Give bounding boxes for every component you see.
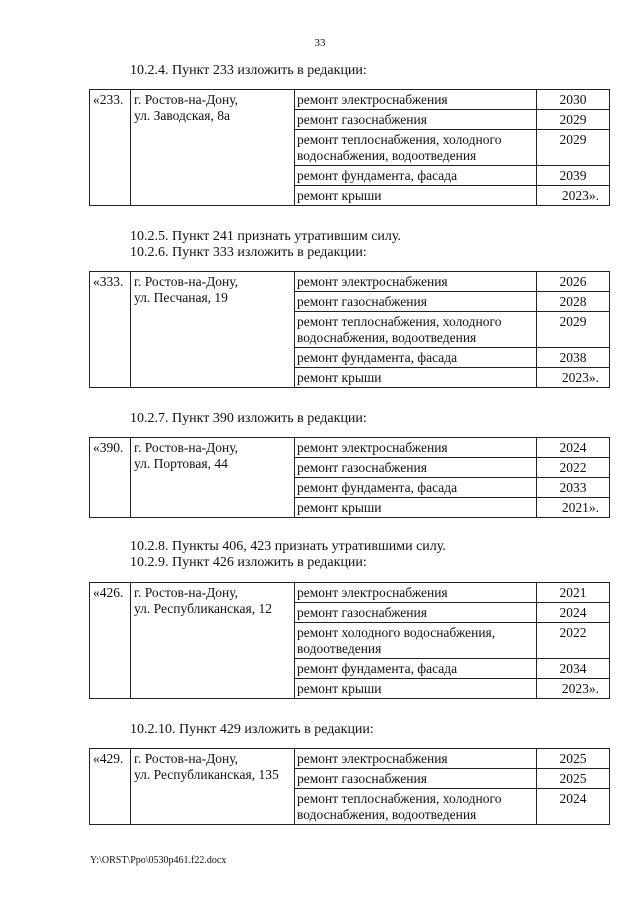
work-type-cell: ремонт теплоснабжения, холодного водоснабжения, водоотведения [295,312,537,348]
year-cell: 2030 [537,90,610,110]
year-cell: 2022 [537,458,610,478]
year-cell: 2029 [537,110,610,130]
table-item-426 [89,582,610,699]
year-cell: 2025 [537,769,610,789]
item-number: «233. [90,90,131,206]
year-cell: 2038 [537,348,610,368]
address-street: ул. Песчаная, 19 [134,290,228,305]
paragraph-10-2-10: 10.2.10. Пункт 429 изложить в редакции: [130,722,374,737]
table-row [90,583,610,603]
year-cell: 2033 [537,478,610,498]
year-cell: 2023». [537,186,610,206]
work-type-cell: ремонт холодного водоснабжения, водоотведения [295,623,537,659]
address-cell [131,90,295,206]
paragraph-10-2-9: 10.2.9. Пункт 426 изложить в редакции: [130,555,367,570]
year-cell: 2029 [537,312,610,348]
table-item-233 [89,89,610,206]
table-row [90,438,610,458]
table-row [90,749,610,769]
work-type-cell: ремонт фундамента, фасада [295,659,537,679]
work-type-cell: ремонт электроснабжения [295,438,537,458]
paragraph-10-2-7: 10.2.7. Пункт 390 изложить в редакции: [130,411,367,426]
work-type-cell: ремонт крыши [295,368,537,388]
address-city: г. Ростов-на-Дону, [134,751,239,766]
table-row [90,272,610,292]
work-type-cell: ремонт теплоснабжения, холодного водоснабжения, водоотведения [295,130,537,166]
work-type-cell: ремонт крыши [295,679,537,699]
item-number: «426. [90,583,131,699]
address-cell [131,583,295,699]
item-number: «333. [90,272,131,388]
address-city: г. Ростов-на-Дону, [134,92,239,107]
year-cell: 2039 [537,166,610,186]
address-street: ул. Республиканская, 135 [134,767,279,782]
address-street: ул. Республиканская, 12 [134,601,272,616]
table-item-333 [89,271,610,388]
work-type-cell: ремонт газоснабжения [295,292,537,312]
address-city: г. Ростов-на-Дону, [134,274,239,289]
work-type-cell: ремонт электроснабжения [295,749,537,769]
year-cell: 2026 [537,272,610,292]
year-cell: 2029 [537,130,610,166]
footer-file-path: Y:\ORST\Ppo\0530p461.f22.docx [90,855,227,866]
item-number: «390. [90,438,131,518]
address-cell [131,749,295,825]
table-item-390 [89,437,610,518]
table-row [90,90,610,110]
year-cell: 2025 [537,749,610,769]
item-number: «429. [90,749,131,825]
year-cell: 2023». [537,368,610,388]
work-type-cell: ремонт электроснабжения [295,272,537,292]
address-street: ул. Портовая, 44 [134,456,228,471]
work-type-cell: ремонт газоснабжения [295,769,537,789]
year-cell: 2022 [537,623,610,659]
address-cell [131,272,295,388]
year-cell: 2024 [537,438,610,458]
paragraph-10-2-6: 10.2.6. Пункт 333 изложить в редакции: [130,245,367,260]
paragraph-10-2-5: 10.2.5. Пункт 241 признать утратившим силу. [130,229,401,244]
work-type-cell: ремонт фундамента, фасада [295,348,537,368]
work-type-cell: ремонт фундамента, фасада [295,166,537,186]
page-number: 33 [314,37,326,49]
work-type-cell: ремонт крыши [295,186,537,206]
address-city: г. Ростов-на-Дону, [134,585,239,600]
work-type-cell: ремонт электроснабжения [295,90,537,110]
address-cell [131,438,295,518]
year-cell: 2024 [537,603,610,623]
year-cell: 2024 [537,789,610,825]
table-item-429 [89,748,610,825]
address-city: г. Ростов-на-Дону, [134,440,239,455]
year-cell: 2028 [537,292,610,312]
work-type-cell: ремонт теплоснабжения, холодного водоснабжения, водоотведения [295,789,537,825]
work-type-cell: ремонт фундамента, фасада [295,478,537,498]
work-type-cell: ремонт газоснабжения [295,603,537,623]
work-type-cell: ремонт электроснабжения [295,583,537,603]
year-cell: 2034 [537,659,610,679]
paragraph-10-2-4: 10.2.4. Пункт 233 изложить в редакции: [130,63,367,78]
year-cell: 2021 [537,583,610,603]
year-cell: 2021». [537,498,610,518]
address-street: ул. Заводская, 8а [134,108,230,123]
work-type-cell: ремонт крыши [295,498,537,518]
work-type-cell: ремонт газоснабжения [295,110,537,130]
year-cell: 2023». [537,679,610,699]
paragraph-10-2-8: 10.2.8. Пункты 406, 423 признать утратившими силу. [130,539,446,554]
work-type-cell: ремонт газоснабжения [295,458,537,478]
